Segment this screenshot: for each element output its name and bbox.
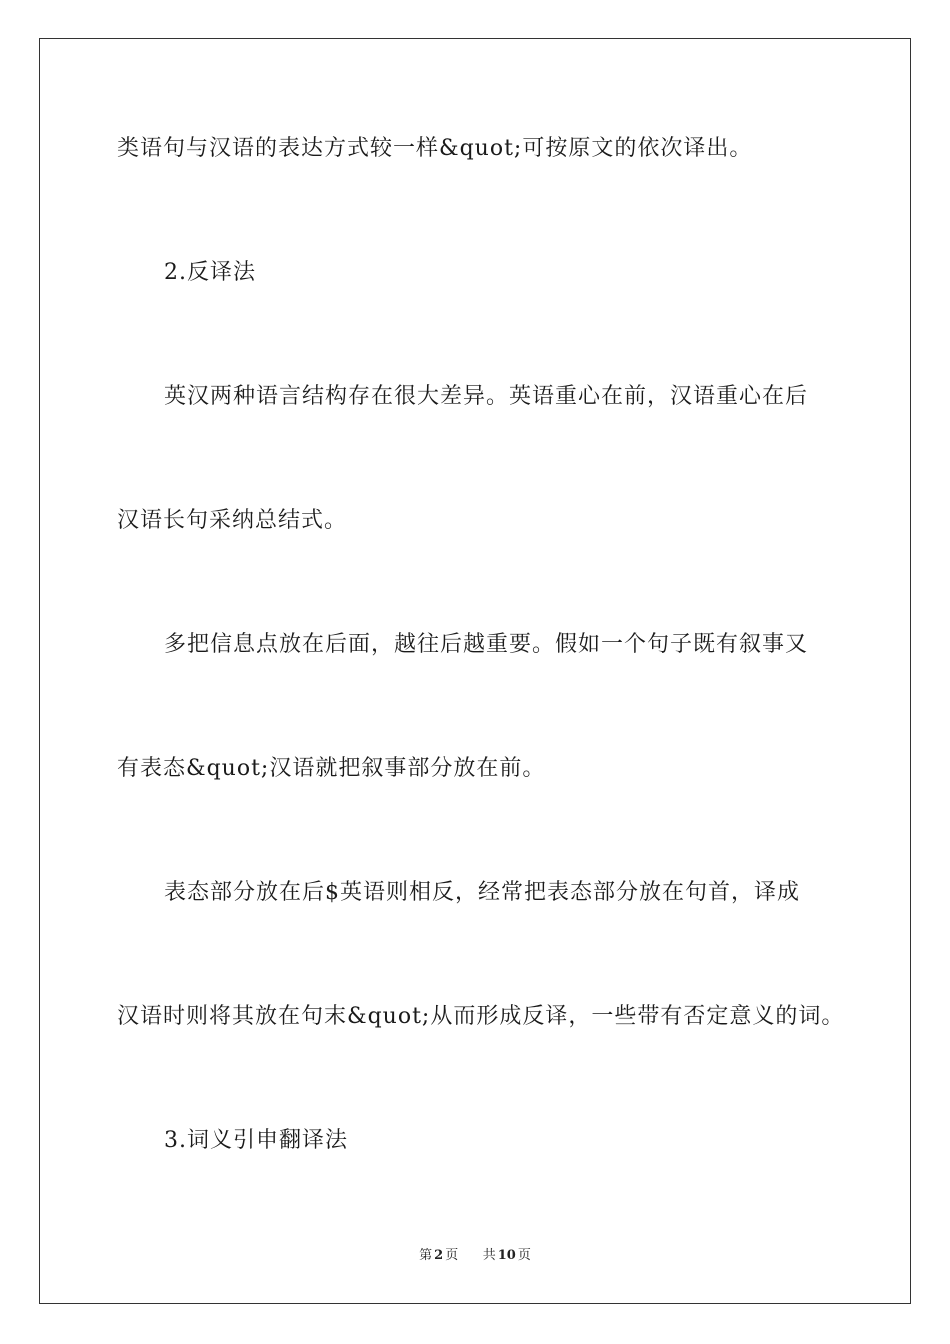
paragraph-line: 英汉两种语言结构存在很大差异。英语重心在前，汉语重心在后 [164, 384, 809, 409]
page-indicator: 第 2 页 [419, 1248, 459, 1263]
paragraph-line: 多把信息点放在后面，越往后越重要。假如一个句子既有叙事又 [164, 632, 809, 657]
paragraph-line: 汉语长句采纳总结式。 [117, 508, 348, 533]
paragraph-line: 表态部分放在后$英语则相反，经常把表态部分放在句首，译成 [164, 880, 800, 905]
paragraph-line: 类语句与汉语的表达方式较一样&quot;可按原文的依次译出。 [117, 136, 753, 161]
page-footer [0, 1247, 950, 1265]
paragraph-line: 有表态&quot;汉语就把叙事部分放在前。 [117, 756, 546, 781]
total-pages-indicator: 共 10 页 [482, 1248, 531, 1263]
section-heading: 2.反译法 [164, 260, 256, 285]
paragraph-line: 汉语时则将其放在句末&quot;从而形成反译，一些带有否定意义的词。 [117, 1004, 845, 1029]
section-heading: 3.词义引申翻译法 [164, 1128, 348, 1153]
page-border [39, 38, 911, 1304]
